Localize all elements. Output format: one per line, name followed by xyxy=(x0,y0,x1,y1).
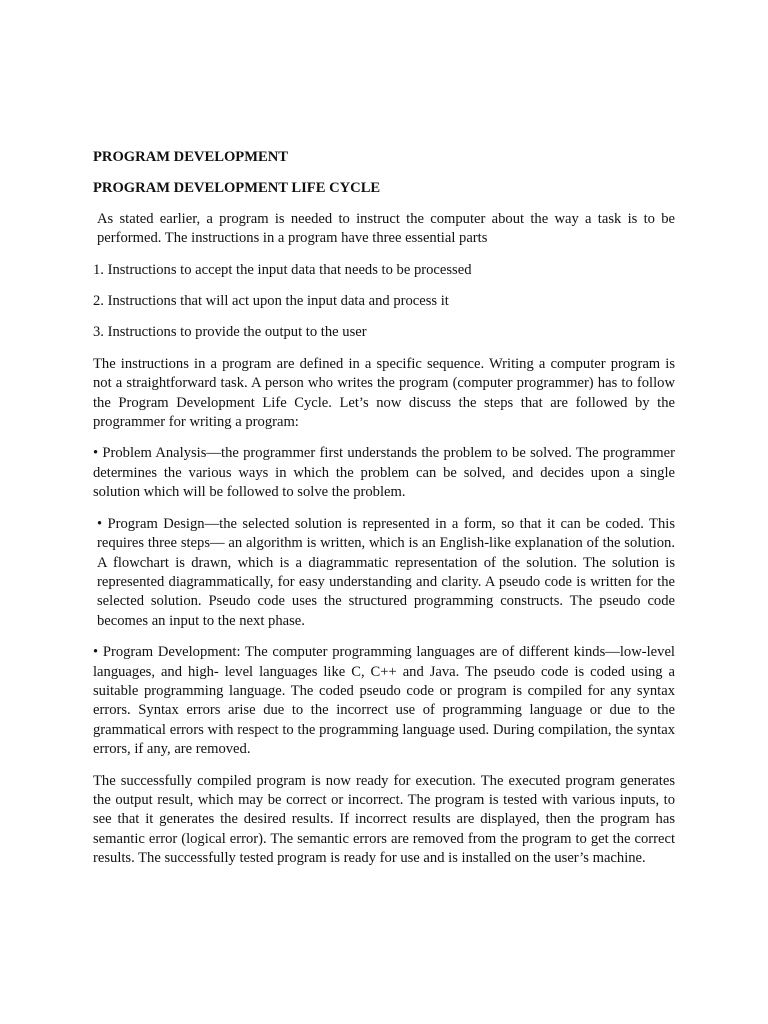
heading-life-cycle: PROGRAM DEVELOPMENT LIFE CYCLE xyxy=(93,180,381,197)
list-item-input: 1. Instructions to accept the input data that needs to be processed xyxy=(93,261,472,278)
heading-program-development: PROGRAM DEVELOPMENT xyxy=(93,149,288,165)
bullet-program-design: • Program Design—the selected solution is represented in a form, so that it can be coded. This requires three steps— an algorithm is written, which is an English-like explanation of the solution. A flowchart is drawn, which is a diagrammatic representation of the solution. The solution is represented diagrammatically, for easy understanding and clarity. A pseudo code is written for the selected solution. Pseudo code uses the structured programming constructs. The pseudo code becomes an input to the next phase. xyxy=(97,515,675,629)
sequence-paragraph: The instructions in a program are defined in a specific sequence. Writing a computer program is not a straightforward task. A person who writes the program (computer programmer) has to follow the Program Development Life Cycle. Let’s now discuss the steps that are followed by the programmer for writing a program: xyxy=(93,355,675,431)
list-item-process: 2. Instructions that will act upon the input data and process it xyxy=(93,293,449,310)
bullet-problem-analysis: • Problem Analysis—the programmer first understands the problem to be solved. The programmer determines the various ways in which the problem can be solved, and decides upon a single solution which will be followed to solve the problem. xyxy=(93,445,675,501)
list-item-output: 3. Instructions to provide the output to the user xyxy=(93,324,367,341)
intro-paragraph: As stated earlier, a program is needed to instruct the computer about the way a task is to be performed. The instructions in a program have three essential parts xyxy=(97,210,675,247)
bullet-program-development: • Program Development: The computer programming languages are of different kinds—low-level languages, and high- level languages like C, C++ and Java. The pseudo code is coded using a suitable programming language. The coded pseudo code or program is compiled for any syntax errors. Syntax errors arise due to the incorrect use of programming language or due to the grammatical errors with respect to the programming language used. During compilation, the syntax errors, if any, are removed. xyxy=(93,644,675,758)
document-page xyxy=(93,148,675,881)
execution-paragraph: The successfully compiled program is now ready for execution. The executed program generates the output result, which may be correct or incorrect. The program is tested with various inputs, to see that it generates the desired results. If incorrect results are displayed, then the program has semantic error (logical error). The semantic errors are removed from the program to get the correct results. The successfully tested program is ready for use and is installed on the user’s machine. xyxy=(93,772,675,867)
